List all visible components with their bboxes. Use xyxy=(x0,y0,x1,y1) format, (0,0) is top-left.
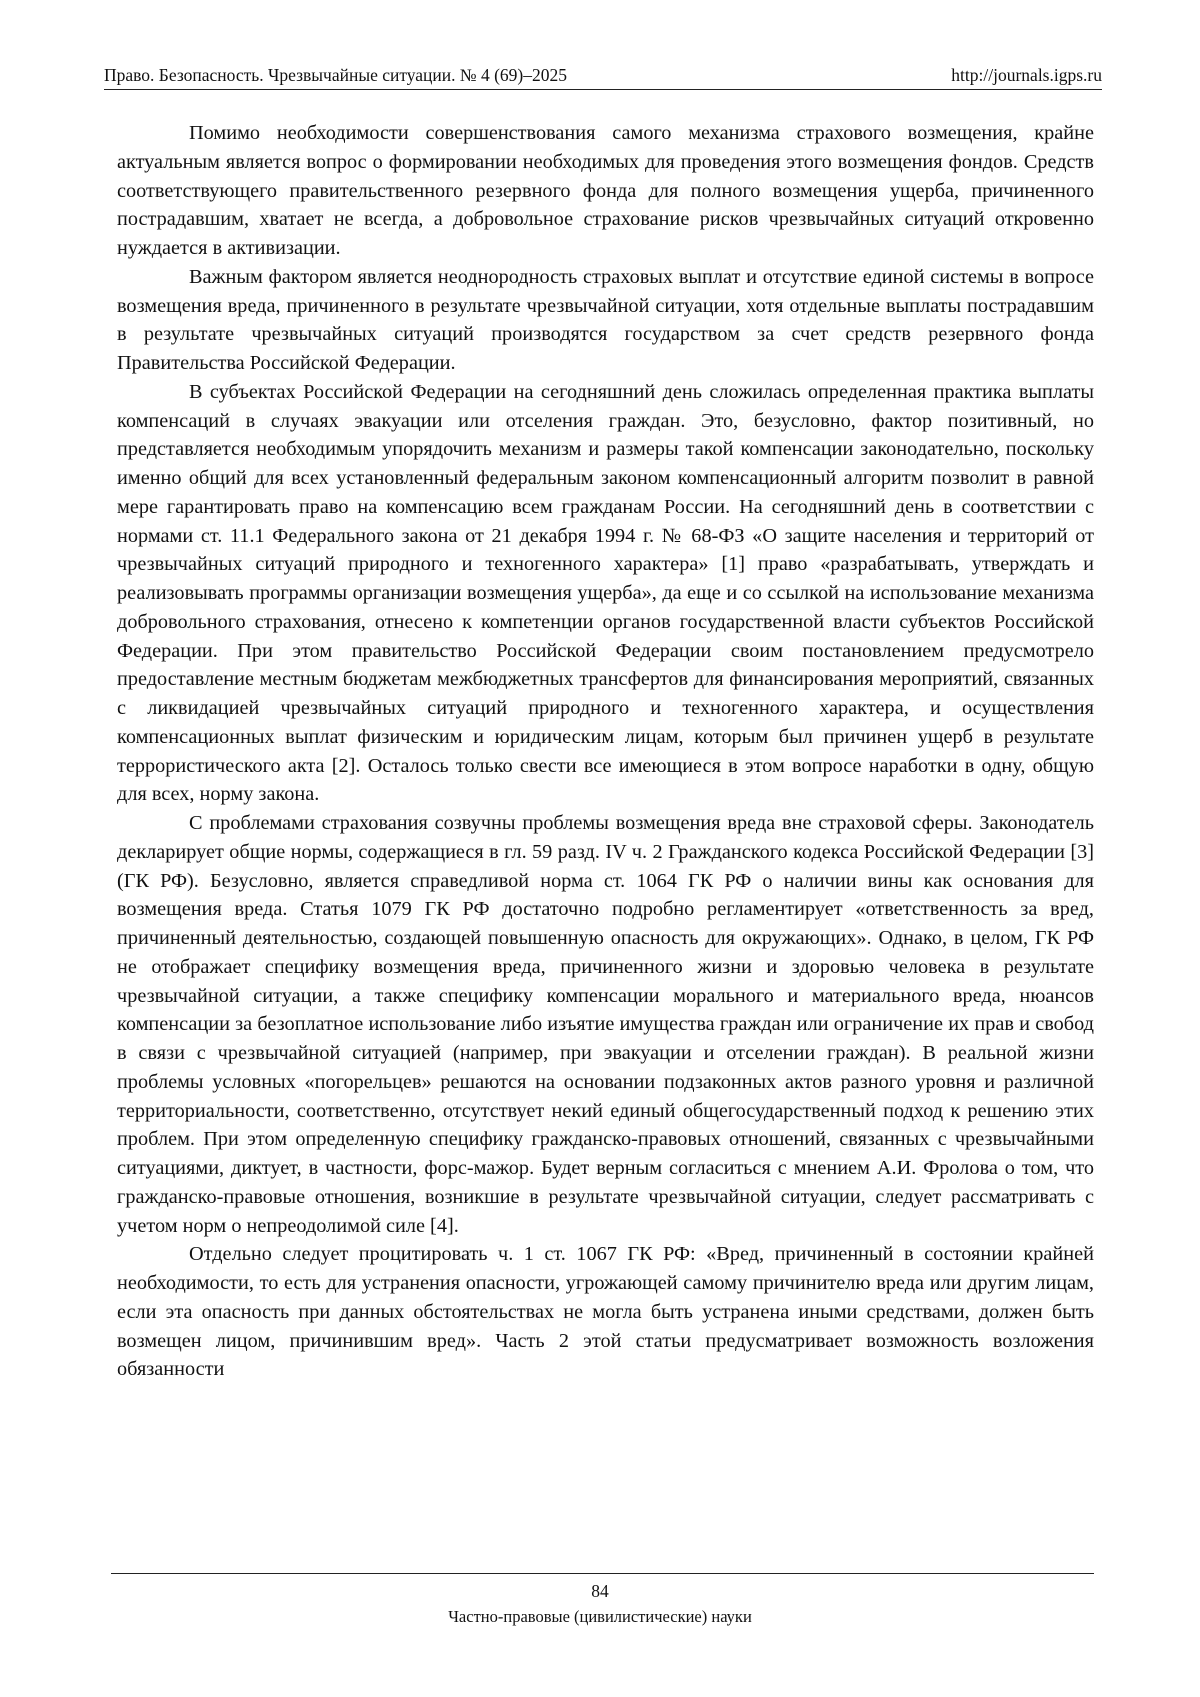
article-body xyxy=(117,119,1094,1384)
journal-title: Право. Безопасность. Чрезвычайные ситуации. № 4 (69)–2025 xyxy=(104,65,568,85)
running-header xyxy=(104,64,1102,90)
paragraph: Отдельно следует процитировать ч. 1 ст. 1067 ГК РФ: «Вред, причиненный в состоянии крайней необходимости, то есть для устранения опасности, угрожающей самому причинителю вреда или другим лицам, если эта опасность при данных обстоятельствах не могла быть устранена иными средствами, должен быть возмещен лицом, причинившим вред». Часть 2 этой статьи предусматривает возможность возложения обязанности xyxy=(117,1243,1094,1381)
footer-divider xyxy=(111,1573,1094,1574)
paragraph: Помимо необходимости совершенствования самого механизма страхового возмещения, крайне актуальным является вопрос о формировании необходимых для проведения этого возмещения фондов. Средств соответствующего правительственного резервного фонда для полного возмещения ущерба, причиненного пострадавшим, хватает не всегда, а добровольное страхование рисков чрезвычайных ситуаций откровенно нуждается в активизации. xyxy=(117,122,1094,259)
paragraph: В субъектах Российской Федерации на сегодняшний день сложилась определенная практика выплаты компенсаций в случаях эвакуации или отселения граждан. Это, безусловно, фактор позитивный, но представляется необходимым упорядочить механизм и размеры такой компенсации законодательно, поскольку именно общий для всех установленный федеральным законом компенсационный алгоритм позволит в равной мере гарантировать право на компенсацию всем гражданам России. На сегодняшний день в соответствии с нормами ст. 11.1 Федерального закона от 21 декабря 1994 г. № 68-ФЗ «О защите населения и территорий от чрезвычайных ситуаций природного и техногенного характера» [1] право «разрабатывать, утверждать и реализовывать программы организации возмещения ущерба», да еще и со ссылкой на использование механизма добровольного страхования, отнесено к компетенции органов государственной власти субъектов Российской Федерации. При этом правительство Российской Федерации своим постановлением предусмотрело предоставление местным бюджетам межбюджетных трансфертов для финансирования мероприятий, связанных с ликвидацией чрезвычайных ситуаций природного и техногенного характера, и осуществления компенсационных выплат физическим и юридическим лицам, которым был причинен ущерб в результате террористического акта [2]. Осталось только свести все имеющиеся в этом вопросе наработки в одну, общую для всех, норму закона. xyxy=(117,380,1094,806)
paragraph: Важным фактором является неоднородность страховых выплат и отсутствие единой системы в вопросе возмещения вреда, причиненного в результате чрезвычайной ситуации, хотя отдельные выплаты пострадавшим в результате чрезвычайных ситуаций производятся государством за счет средств резервного фонда Правительства Российской Федерации. xyxy=(117,265,1094,374)
paragraph: С проблемами страхования созвучны проблемы возмещения вреда вне страховой сферы. Законодатель декларирует общие нормы, содержащиеся в гл. 59 разд. IV ч. 2 Гражданского кодекса Российской Федерации [3] (ГК РФ). Безусловно, является справедливой норма ст. 1064 ГК РФ о наличии вины как основания для возмещения вреда. Статья 1079 ГК РФ достаточно подробно регламентирует «ответственность за вред, причиненный деятельностью, создающей повышенную опасность для окружающих». Однако, в целом, ГК РФ не отображает специфику возмещения вреда, причиненного жизни и здоровью человека в результате чрезвычайной ситуации, а также специфику компенсации морального и материального вреда, нюансов компенсации за безоплатное использование либо изъятие имущества граждан или ограничение их прав и свобод в связи с чрезвычайной ситуацией (например, при эвакуации и отселении граждан). В реальной жизни проблемы условных «погорельцев» решаются на основании подзаконных актов разного уровня и различной территориальности, соответственно, отсутствует некий единый общегосударственный подход к решению этих проблем. При этом определенную специфику гражданско-правовых отношений, связанных с чрезвычайными ситуациями, диктует, в частности, форс-мажор. Будет верным согласиться с мнением А.И. Фролова о том, что гражданско-правовые отношения, возникшие в результате чрезвычайной ситуации, следует рассматривать с учетом норм о непреодолимой силе [4]. xyxy=(117,812,1094,1237)
journal-url[interactable]: http://journals.igps.ru xyxy=(951,65,1102,85)
page-number: 84 xyxy=(591,1581,609,1601)
section-title: Частно-правовые (цивилистические) науки xyxy=(448,1607,752,1626)
